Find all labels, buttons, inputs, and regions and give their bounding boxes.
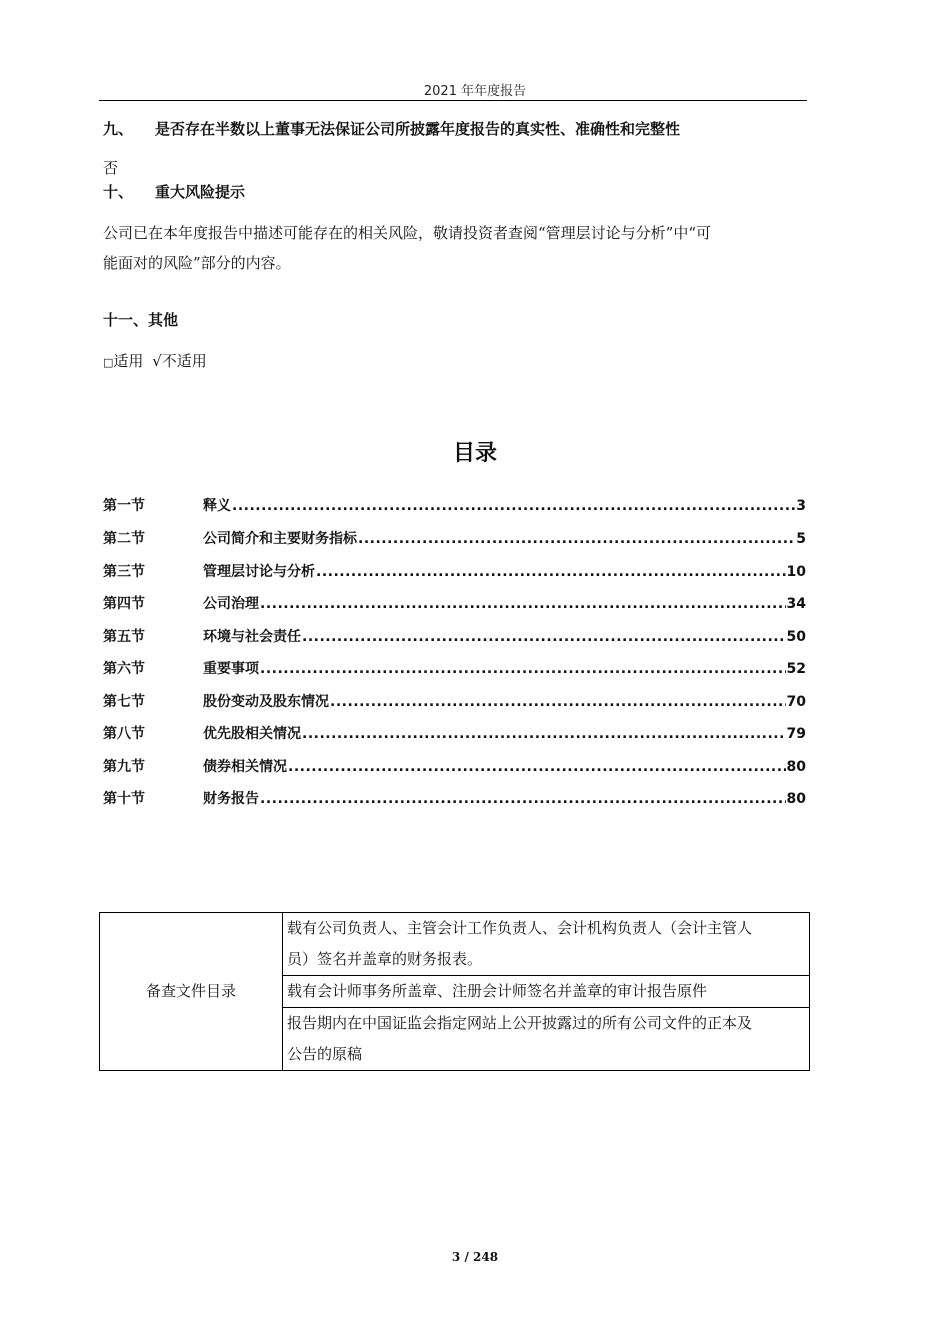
toc-section-number: 第二节 (103, 531, 145, 547)
section-11-number: 十一、 (103, 311, 149, 329)
option-applicable: 适用 (113, 352, 144, 370)
reference-doc-line: 员）签名并盖章的财务报表。 (287, 950, 483, 968)
toc-page-number: 34 (786, 596, 806, 612)
toc-section-name: 债券相关情况 (203, 759, 287, 775)
section-9-title: 是否存在半数以上董事无法保证公司所披露年度报告的真实性、准确性和完整性 (155, 120, 681, 138)
toc-page-number: 50 (786, 629, 806, 645)
toc-page-number: 79 (786, 726, 806, 742)
toc-section-number: 第十节 (103, 791, 145, 807)
section-9-answer: 否 (103, 159, 119, 177)
page-number-indicator: 3 / 248 (451, 1250, 499, 1264)
reference-doc-line: 报告期内在中国证监会指定网站上公开披露过的所有公司文件的正本及 (287, 1014, 753, 1032)
toc-section-name: 重要事项 (203, 661, 259, 677)
header-divider (99, 100, 807, 101)
toc-section-name: 股份变动及股东情况 (203, 694, 329, 710)
reference-docs-label: 备查文件目录 (100, 913, 283, 1071)
reference-doc-line: 载有会计师事务所盖章、注册会计师签名并盖章的审计报告原件 (287, 982, 708, 1000)
toc-item[interactable] (103, 626, 806, 646)
toc-section-name: 环境与社会责任 (203, 629, 301, 645)
toc-page-number: 3 (796, 498, 806, 514)
toc-leader-dots (288, 759, 786, 775)
toc-section-number: 第九节 (103, 759, 145, 775)
checkmark-icon: √ (152, 352, 162, 370)
toc-page-number: 80 (786, 759, 806, 775)
toc-page-number: 10 (786, 564, 806, 580)
section-10-line-2: 能面对的风险”部分的内容。 (103, 254, 291, 272)
reference-documents-table (99, 912, 810, 1071)
toc-title: 目录 (452, 441, 497, 466)
toc-section-number: 第四节 (103, 596, 145, 612)
toc-section-number: 第一节 (103, 498, 145, 514)
toc-section-number: 第六节 (103, 661, 145, 677)
toc-item[interactable] (103, 561, 806, 581)
toc-leader-dots (260, 596, 786, 612)
toc-section-name: 财务报告 (203, 791, 259, 807)
reference-doc-item (283, 913, 810, 976)
toc-leader-dots (316, 564, 786, 580)
option-not-applicable: 不适用 (161, 352, 207, 370)
toc-page-number: 80 (786, 791, 806, 807)
toc-item[interactable] (103, 658, 806, 678)
toc-leader-dots (260, 791, 786, 807)
toc-item[interactable] (103, 593, 806, 613)
table-row (100, 913, 810, 976)
checkbox-empty-icon: □ (103, 356, 114, 369)
toc-section-name: 优先股相关情况 (203, 726, 301, 742)
section-10-line-1: 公司已在本年度报告中描述可能存在的相关风险，敬请投资者查阅“管理层讨论与分析”中“可 (103, 224, 712, 242)
section-10-title: 重大风险提示 (155, 183, 246, 201)
toc-item[interactable] (103, 723, 806, 743)
toc-section-name: 管理层讨论与分析 (203, 564, 315, 580)
toc-leader-dots (302, 629, 786, 645)
section-11-options (103, 346, 207, 378)
section-9-number: 九、 (103, 120, 134, 138)
toc-section-number: 第五节 (103, 629, 145, 645)
toc-leader-dots (330, 694, 786, 710)
reference-doc-line: 公告的原稿 (287, 1045, 363, 1063)
toc-page-number: 70 (786, 694, 806, 710)
page-header-title: 2021 年年度报告 (423, 84, 527, 99)
section-9-heading (103, 118, 680, 139)
toc-item[interactable] (103, 495, 806, 515)
toc-item[interactable] (103, 756, 806, 776)
toc-leader-dots (302, 726, 786, 742)
section-11-heading (103, 309, 178, 330)
toc-section-number: 第八节 (103, 726, 145, 742)
section-11-title: 其他 (148, 311, 179, 329)
toc-page-number: 5 (796, 531, 806, 547)
reference-doc-item (283, 976, 810, 1008)
section-10-heading (103, 181, 245, 202)
reference-doc-item (283, 1008, 810, 1071)
toc-item[interactable] (103, 788, 806, 808)
toc-section-number: 第七节 (103, 694, 145, 710)
section-10-paragraph (103, 218, 813, 278)
toc-section-name: 公司简介和主要财务指标 (203, 531, 357, 547)
toc-leader-dots (358, 531, 795, 547)
toc-item[interactable] (103, 691, 806, 711)
toc-section-name: 公司治理 (203, 596, 259, 612)
toc-section-number: 第三节 (103, 564, 145, 580)
section-10-number: 十、 (103, 183, 134, 201)
toc-section-name: 释义 (203, 498, 231, 514)
toc-leader-dots (232, 498, 795, 514)
toc-page-number: 52 (786, 661, 806, 677)
toc-leader-dots (260, 661, 786, 677)
toc-item[interactable] (103, 528, 806, 548)
reference-doc-line: 载有公司负责人、主管会计工作负责人、会计机构负责人（会计主管人 (287, 919, 753, 937)
